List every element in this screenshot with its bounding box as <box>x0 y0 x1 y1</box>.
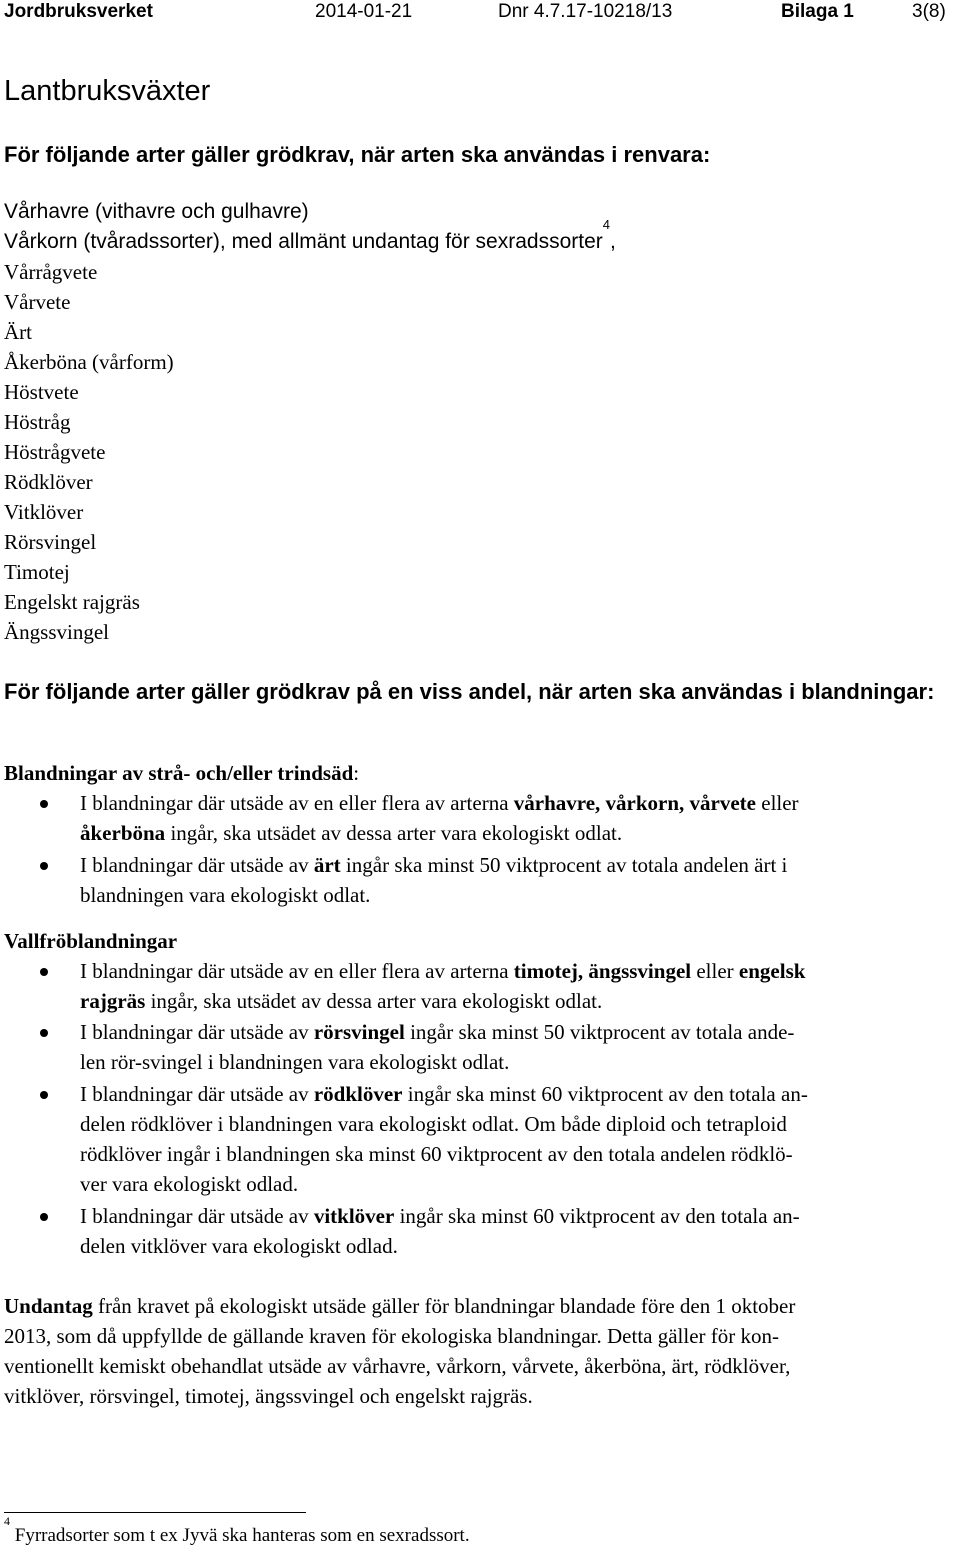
straw-label-suffix: : <box>353 761 360 785</box>
footnote-ref: 4 <box>602 217 610 232</box>
section2-heading: För följande arter gäller grödkrav på en viss andel, när arten ska användas i blandningar: <box>4 679 935 704</box>
bullet-line: rödklöver ingår i blandningen ska minst 60 viktprocent av den totala andelen rödklö- <box>80 1142 793 1166</box>
footnote-text: Fyrradsorter som t ex Jyvä ska hanteras som en sexradssort. <box>10 1525 470 1546</box>
crop-list <box>4 197 616 647</box>
paragraph-line: ventionellt kemiskt obehandlat utsäde av vårhavre, vårkorn, vårvete, åkerböna, ärt, rödklöver, <box>4 1354 791 1378</box>
bullet-line: åkerböna ingår, ska utsädet av dessa arter vara ekologiskt odlat. <box>80 821 623 845</box>
crop-item: Ängssvingel <box>4 620 109 644</box>
crop-item: Vårrågvete <box>4 260 98 284</box>
crop-item: Vårvete <box>4 290 71 314</box>
header-page-number: 3(8) <box>912 1 946 22</box>
crop-item: Rörsvingel <box>4 530 97 554</box>
crop-item <box>4 217 616 257</box>
bullet-line: delen vitklöver vara ekologiskt odlad. <box>80 1234 398 1258</box>
bullet-dot <box>40 862 48 870</box>
crop-item: Höstrågvete <box>4 440 106 464</box>
bullet-line: I blandningar där utsäde av rörsvingel ingår ska minst 50 viktprocent av totala ande- <box>80 1020 795 1044</box>
bullet-line: rajgräs ingår, ska utsädet av dessa arter vara ekologiskt odlat. <box>80 989 603 1013</box>
bullet-dot <box>40 968 48 976</box>
bullet-dot <box>40 1213 48 1221</box>
straw-label: Blandningar av strå- och/eller trindsäd <box>4 761 354 785</box>
vall-subheading: Vallfröblandningar <box>4 929 178 953</box>
bullet-line: I blandningar där utsäde av vitklöver ingår ska minst 60 viktprocent av den totala an- <box>80 1204 800 1228</box>
bullet-line: I blandningar där utsäde av rödklöver ingår ska minst 60 viktprocent av den totala an- <box>80 1082 808 1106</box>
straw-subheading <box>4 758 359 788</box>
header-org: Jordbruksverket <box>4 1 153 22</box>
header-bilaga: Bilaga 1 <box>781 1 854 22</box>
crop-item: Rödklöver <box>4 470 93 494</box>
crop-item: Höstvete <box>4 380 79 404</box>
crop-item: Timotej <box>4 560 70 584</box>
bullet-dot <box>40 1091 48 1099</box>
footnote-number: 4 <box>4 1514 10 1528</box>
paragraph-line: 2013, som då uppfyllde de gällande kraven för ekologiska blandningar. Detta gäller för kon- <box>4 1324 780 1348</box>
vall-bullet-1 <box>80 956 952 1016</box>
vall-bullet-4 <box>80 1201 952 1261</box>
straw-bullet-2 <box>80 850 952 910</box>
crop-item: Åkerböna (vårform) <box>4 350 174 374</box>
crop-item: Höstråg <box>4 410 71 434</box>
crop-item: Ärt <box>4 320 32 344</box>
bullet-line: ver vara ekologiskt odlad. <box>80 1172 299 1196</box>
header-date: 2014-01-21 <box>315 1 413 22</box>
page-title: Lantbruksväxter <box>4 75 211 107</box>
straw-bullet-1 <box>80 788 952 848</box>
footnote <box>4 1514 470 1548</box>
bullet-line: blandningen vara ekologiskt odlat. <box>80 883 371 907</box>
bullet-line: delen rödklöver i blandningen vara ekologiskt odlat. Om både diploid och tetraploid <box>80 1112 787 1136</box>
crop-item: Vitklöver <box>4 500 84 524</box>
vall-bullet-2 <box>80 1017 952 1077</box>
crop-item-text: Vårkorn (tvåradssorter), med allmänt undantag för sexradssorter <box>4 230 603 253</box>
paragraph-line: vitklöver, rörsvingel, timotej, ängssvingel och engelskt rajgräs. <box>4 1384 533 1408</box>
crop-item: Vårhavre (vithavre och gulhavre) <box>4 200 309 223</box>
footnote-divider <box>4 1512 306 1513</box>
vall-bullet-3 <box>80 1079 952 1199</box>
bullet-line: len rör-svingel i blandningen vara ekologiskt odlat. <box>80 1050 510 1074</box>
header-dnr: Dnr 4.7.17-10218/13 <box>498 1 673 22</box>
bullet-line: I blandningar där utsäde av ärt ingår ska minst 50 viktprocent av totala andelen ärt i <box>80 853 788 877</box>
bullet-line: I blandningar där utsäde av en eller flera av arterna timotej, ängssvingel eller engelsk <box>80 959 806 983</box>
paragraph-line: Undantag från kravet på ekologiskt utsäde gäller för blandningar blandade före den 1 oktober <box>4 1294 796 1318</box>
exception-paragraph <box>4 1291 956 1411</box>
bullet-line: I blandningar där utsäde av en eller flera av arterna vårhavre, vårkorn, vårvete eller <box>80 791 799 815</box>
bullet-dot <box>40 800 48 808</box>
crop-item-suffix: , <box>610 230 616 253</box>
bullet-dot <box>40 1029 48 1037</box>
crop-item: Engelskt rajgräs <box>4 590 140 614</box>
section1-heading: För följande arter gäller grödkrav, när arten ska användas i renvara: <box>4 142 711 167</box>
